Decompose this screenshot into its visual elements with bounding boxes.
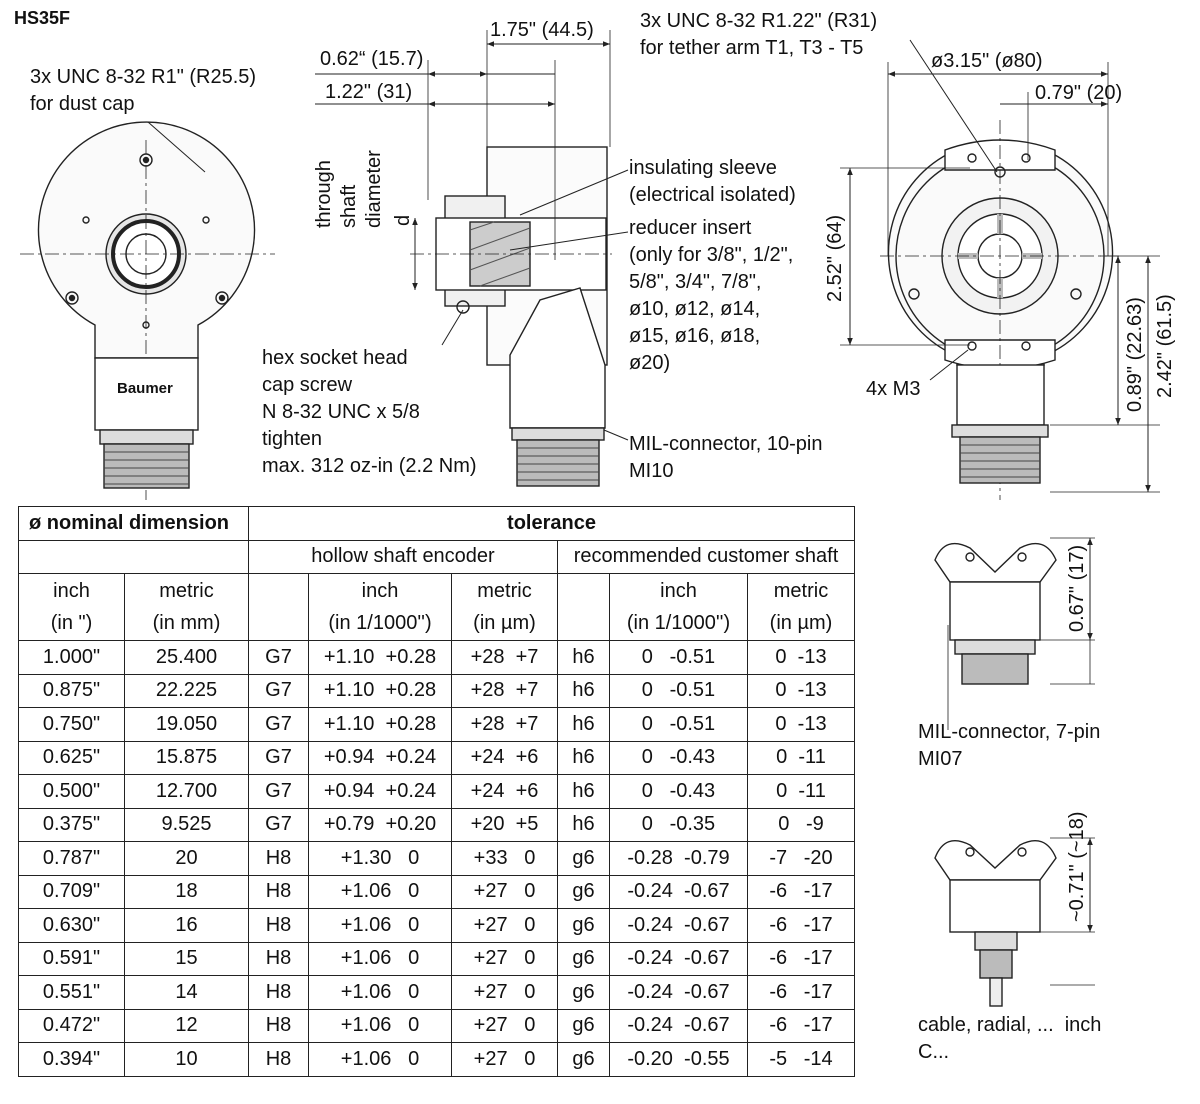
shaft-fit-cell: h6 — [558, 708, 610, 742]
hollow-fit-cell: H8 — [249, 942, 309, 976]
hollow-fit-cell: G7 — [249, 775, 309, 809]
nominal-mm-cell: 15 — [125, 942, 249, 976]
dim-0-89: 0.89" (22.63) — [1124, 297, 1146, 412]
dust-cap-note: 3x UNC 8-32 R1" (R25.5) for dust cap — [30, 66, 257, 115]
shaft-fit-cell: h6 — [558, 808, 610, 842]
table-row — [19, 641, 855, 675]
nominal-mm-cell: 14 — [125, 976, 249, 1010]
hollow-metric-cell: +20 +5 — [452, 808, 558, 842]
shaft-metric-cell: 0 -9 — [748, 808, 855, 842]
hollow-metric-cell: +27 0 — [452, 942, 558, 976]
table-row — [19, 976, 855, 1010]
nominal-inch-cell: 0.500" — [19, 775, 125, 809]
table-row — [19, 741, 855, 775]
nominal-inch-cell: 0.750" — [19, 708, 125, 742]
shaft-inch-cell: -0.24 -0.67 — [610, 942, 748, 976]
shaft-fit-cell: h6 — [558, 741, 610, 775]
header-customer-inch: inch (in 1/1000'') — [610, 574, 748, 641]
table-row — [19, 775, 855, 809]
hollow-metric-cell: +27 0 — [452, 1009, 558, 1043]
insulating-sleeve-note: insulating sleeve (electrical isolated) — [629, 157, 796, 206]
hollow-inch-cell: +0.94 +0.24 — [309, 775, 452, 809]
hollow-fit-cell: H8 — [249, 875, 309, 909]
hollow-fit-cell: H8 — [249, 976, 309, 1010]
hollow-metric-cell: +28 +7 — [452, 708, 558, 742]
nominal-mm-cell: 10 — [125, 1043, 249, 1077]
hollow-metric-cell: +24 +6 — [452, 741, 558, 775]
nominal-mm-cell: 15.875 — [125, 741, 249, 775]
nominal-mm-cell: 12 — [125, 1009, 249, 1043]
shaft-inch-cell: 0 -0.51 — [610, 708, 748, 742]
nominal-mm-cell: 25.400 — [125, 641, 249, 675]
hollow-metric-cell: +27 0 — [452, 909, 558, 943]
hollow-metric-cell: +27 0 — [452, 976, 558, 1010]
nominal-inch-cell: 0.787" — [19, 842, 125, 876]
header-nominal: ø nominal dimension — [19, 507, 249, 541]
shaft-metric-cell: 0 -13 — [748, 641, 855, 675]
nominal-mm-cell: 20 — [125, 842, 249, 876]
shaft-metric-cell: -7 -20 — [748, 842, 855, 876]
shaft-fit-cell: g6 — [558, 942, 610, 976]
front-view-right — [840, 40, 1160, 500]
hollow-inch-cell: +1.10 +0.28 — [309, 708, 452, 742]
hollow-metric-cell: +28 +7 — [452, 641, 558, 675]
nominal-inch-cell: 0.375" — [19, 808, 125, 842]
hollow-inch-cell: +1.06 0 — [309, 909, 452, 943]
nominal-mm-cell: 19.050 — [125, 708, 249, 742]
nominal-mm-cell: 9.525 — [125, 808, 249, 842]
shaft-metric-cell: -6 -17 — [748, 976, 855, 1010]
hollow-fit-cell: G7 — [249, 741, 309, 775]
nominal-inch-cell: 0.875" — [19, 674, 125, 708]
hollow-inch-cell: +1.06 0 — [309, 1009, 452, 1043]
mil-connector-10pin-note: MIL-connector, 10-pin MI10 — [629, 433, 823, 482]
shaft-metric-cell: 0 -13 — [748, 674, 855, 708]
shaft-metric-cell: 0 -11 — [748, 775, 855, 809]
header-fit-blank — [249, 574, 309, 641]
shaft-metric-cell: -6 -17 — [748, 875, 855, 909]
shaft-inch-cell: -0.24 -0.67 — [610, 976, 748, 1010]
shaft-metric-cell: 0 -11 — [748, 741, 855, 775]
shaft-inch-cell: -0.24 -0.67 — [610, 1009, 748, 1043]
shaft-inch-cell: 0 -0.43 — [610, 775, 748, 809]
shaft-inch-cell: -0.24 -0.67 — [610, 875, 748, 909]
dim-0-71: ~0.71" (~18) — [1066, 811, 1088, 922]
header-customer-shaft: recommended customer shaft — [558, 540, 855, 574]
nominal-mm-cell: 12.700 — [125, 775, 249, 809]
tolerance-table — [18, 506, 855, 1077]
hollow-fit-cell: G7 — [249, 641, 309, 675]
shaft-diameter-symbol: d — [392, 214, 414, 226]
shaft-fit-cell: h6 — [558, 775, 610, 809]
hollow-metric-cell: +27 0 — [452, 875, 558, 909]
nominal-inch-cell: 0.551" — [19, 976, 125, 1010]
shaft-metric-cell: -5 -14 — [748, 1043, 855, 1077]
shaft-inch-cell: 0 -0.51 — [610, 674, 748, 708]
dim-1-22: 1.22" (31) — [325, 81, 413, 103]
header-inch: inch (in ") — [19, 574, 125, 641]
dim-0-79: 0.79" (20) — [1035, 82, 1123, 104]
shaft-metric-cell: -6 -17 — [748, 1009, 855, 1043]
nominal-inch-cell: 1.000" — [19, 641, 125, 675]
table-row — [19, 708, 855, 742]
table-row — [19, 842, 855, 876]
table-row — [19, 1009, 855, 1043]
nominal-mm-cell: 22.225 — [125, 674, 249, 708]
model-title: HS35F — [14, 8, 71, 28]
cable-note: cable, radial, ... inch C... — [918, 1014, 1102, 1063]
brand-logo: Baumer — [117, 380, 173, 397]
hollow-inch-cell: +1.10 +0.28 — [309, 641, 452, 675]
shaft-fit-cell: h6 — [558, 641, 610, 675]
shaft-fit-cell: g6 — [558, 1043, 610, 1077]
tether-arm-note: 3x UNC 8-32 R1.22" (R31) for tether arm T1, T3 - T5 — [640, 10, 878, 59]
shaft-inch-cell: -0.24 -0.67 — [610, 909, 748, 943]
header-hollow-shaft: hollow shaft encoder — [249, 540, 558, 574]
hollow-fit-cell: G7 — [249, 674, 309, 708]
header-blank — [19, 540, 249, 574]
shaft-inch-cell: 0 -0.51 — [610, 641, 748, 675]
nominal-inch-cell: 0.630" — [19, 909, 125, 943]
shaft-inch-cell: -0.28 -0.79 — [610, 842, 748, 876]
front-view-left — [20, 122, 275, 500]
dim-3-15: ø3.15" (ø80) — [931, 50, 1043, 72]
header-metric: metric (in mm) — [125, 574, 249, 641]
shaft-diameter-label: through shaft diameter — [313, 150, 385, 228]
nominal-inch-cell: 0.394" — [19, 1043, 125, 1077]
header-hollow-inch: inch (in 1/1000'') — [309, 574, 452, 641]
dim-0-62: 0.62“ (15.7) — [320, 48, 424, 70]
hollow-metric-cell: +27 0 — [452, 1043, 558, 1077]
shaft-metric-cell: 0 -13 — [748, 708, 855, 742]
shaft-fit-cell: g6 — [558, 909, 610, 943]
shaft-inch-cell: 0 -0.43 — [610, 741, 748, 775]
dim-0-67: 0.67" (17) — [1066, 544, 1088, 632]
hollow-metric-cell: +24 +6 — [452, 775, 558, 809]
dim-2-42: 2.42" (61.5) — [1154, 294, 1176, 398]
hollow-fit-cell: H8 — [249, 1009, 309, 1043]
hollow-metric-cell: +28 +7 — [452, 674, 558, 708]
mil-connector-7pin-note: MIL-connector, 7-pin MI07 — [918, 721, 1101, 770]
nominal-inch-cell: 0.625" — [19, 741, 125, 775]
hollow-inch-cell: +1.30 0 — [309, 842, 452, 876]
hollow-fit-cell: G7 — [249, 708, 309, 742]
hollow-metric-cell: +33 0 — [452, 842, 558, 876]
header-customer-metric: metric (in µm) — [748, 574, 855, 641]
header-hollow-metric: metric (in µm) — [452, 574, 558, 641]
table-row — [19, 875, 855, 909]
nominal-mm-cell: 18 — [125, 875, 249, 909]
hollow-inch-cell: +1.06 0 — [309, 1043, 452, 1077]
header-tolerance: tolerance — [249, 507, 855, 541]
shaft-fit-cell: g6 — [558, 1009, 610, 1043]
hex-screw-note: hex socket head cap screw N 8-32 UNC x 5/8 tighten max. 312 oz-in (2.2 Nm) — [262, 347, 477, 477]
hollow-inch-cell: +0.94 +0.24 — [309, 741, 452, 775]
dim-2-52: 2.52" (64) — [824, 214, 846, 302]
shaft-inch-cell: 0 -0.35 — [610, 808, 748, 842]
table-row — [19, 808, 855, 842]
table-row — [19, 1043, 855, 1077]
shaft-metric-cell: -6 -17 — [748, 942, 855, 976]
table-row — [19, 942, 855, 976]
nominal-mm-cell: 16 — [125, 909, 249, 943]
shaft-fit-cell: h6 — [558, 674, 610, 708]
hollow-inch-cell: +0.79 +0.20 — [309, 808, 452, 842]
table-row — [19, 909, 855, 943]
hollow-inch-cell: +1.06 0 — [309, 875, 452, 909]
nominal-inch-cell: 0.591" — [19, 942, 125, 976]
nominal-inch-cell: 0.472" — [19, 1009, 125, 1043]
hollow-fit-cell: H8 — [249, 842, 309, 876]
hollow-inch-cell: +1.06 0 — [309, 942, 452, 976]
hollow-fit-cell: H8 — [249, 909, 309, 943]
table-row — [19, 674, 855, 708]
shaft-metric-cell: -6 -17 — [748, 909, 855, 943]
dim-1-75: 1.75" (44.5) — [490, 19, 594, 41]
hollow-fit-cell: G7 — [249, 808, 309, 842]
m3-note: 4x M3 — [866, 378, 921, 400]
hollow-inch-cell: +1.06 0 — [309, 976, 452, 1010]
hollow-inch-cell: +1.10 +0.28 — [309, 674, 452, 708]
nominal-inch-cell: 0.709" — [19, 875, 125, 909]
shaft-inch-cell: -0.20 -0.55 — [610, 1043, 748, 1077]
shaft-fit-cell: g6 — [558, 976, 610, 1010]
header-fit-blank-2 — [558, 574, 610, 641]
reducer-insert-note: reducer insert (only for 3/8", 1/2", 5/8", 3/4", 7/8", ø10, ø12, ø14, ø15, ø16, ø18, ø20) — [629, 217, 794, 374]
shaft-fit-cell: g6 — [558, 875, 610, 909]
shaft-fit-cell: g6 — [558, 842, 610, 876]
hollow-fit-cell: H8 — [249, 1043, 309, 1077]
